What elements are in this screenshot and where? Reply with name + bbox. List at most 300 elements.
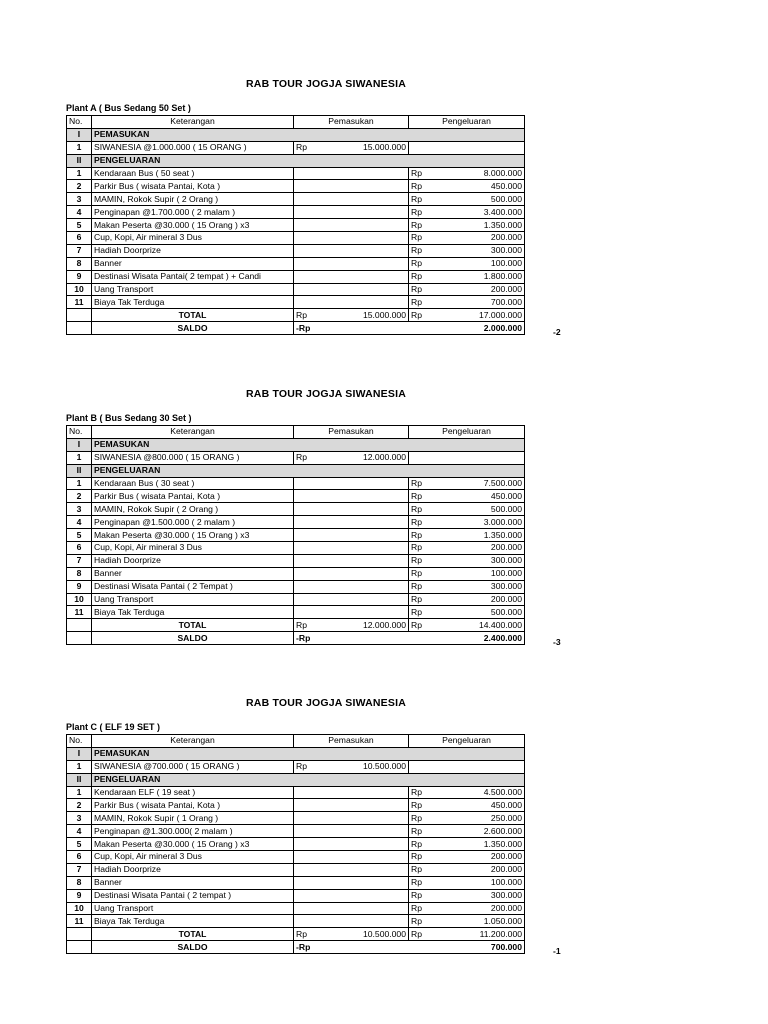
table-row <box>67 851 525 864</box>
empty-cell <box>294 889 352 902</box>
expense-amount: 1.350.000 <box>464 219 525 232</box>
header-keterangan: Keterangan <box>92 116 294 129</box>
difference-value: -1 <box>553 946 561 956</box>
row-number: 6 <box>67 851 92 864</box>
header-pemasukan: Pemasukan <box>294 426 409 439</box>
empty-cell <box>294 270 352 283</box>
row-number: 11 <box>67 296 92 309</box>
currency-label: Rp <box>409 167 464 180</box>
row-description: SIWANESIA @700.000 ( 15 ORANG ) <box>92 760 294 773</box>
table-row <box>67 889 525 902</box>
empty-cell <box>294 477 352 490</box>
difference-value: -2 <box>553 327 561 337</box>
section-title: RAB TOUR JOGJA SIWANESIA <box>246 697 406 709</box>
header-pemasukan: Pemasukan <box>294 735 409 748</box>
currency-label: Rp <box>409 296 464 309</box>
row-description: Makan Peserta @30.000 ( 15 Orang ) x3 <box>92 838 294 851</box>
header-pengeluaran: Pengeluaran <box>409 735 525 748</box>
income-amount: 12.000.000 <box>351 451 409 464</box>
empty-cell <box>409 760 464 773</box>
table-row <box>67 863 525 876</box>
empty-cell <box>351 863 409 876</box>
group-number: I <box>67 128 92 141</box>
rab-section <box>66 388 586 658</box>
row-number: 1 <box>67 451 92 464</box>
empty-cell <box>294 529 352 542</box>
row-description: Penginapan @1.700.000 ( 2 malam ) <box>92 206 294 219</box>
row-number: 4 <box>67 206 92 219</box>
currency-label: Rp <box>409 825 464 838</box>
empty-cell <box>351 503 409 516</box>
empty-cell <box>294 232 352 245</box>
empty-cell <box>67 928 92 941</box>
row-number: 11 <box>67 915 92 928</box>
table-row <box>67 593 525 606</box>
empty-cell <box>351 580 409 593</box>
header-no: No. <box>67 426 92 439</box>
empty-cell <box>351 799 409 812</box>
group-label: PEMASUKAN <box>92 128 525 141</box>
table-row <box>67 244 525 257</box>
rab-section <box>66 697 586 967</box>
currency-label: Rp <box>409 542 464 555</box>
table-row <box>67 799 525 812</box>
total-label: TOTAL <box>92 928 294 941</box>
row-description: Destinasi Wisata Pantai ( 2 Tempat ) <box>92 580 294 593</box>
table-row <box>67 812 525 825</box>
empty-cell <box>351 167 409 180</box>
empty-cell <box>294 838 352 851</box>
expense-amount: 450.000 <box>464 490 525 503</box>
income-amount: 15.000.000 <box>351 141 409 154</box>
total-expense: 14.400.000 <box>464 619 525 632</box>
table-row <box>67 876 525 889</box>
row-number: 5 <box>67 838 92 851</box>
row-description: Makan Peserta @30.000 ( 15 Orang ) x3 <box>92 219 294 232</box>
row-description: Cup, Kopi, Air mineral 3 Dus <box>92 542 294 555</box>
row-number: 7 <box>67 863 92 876</box>
group-row-pemasukan <box>67 128 525 141</box>
total-income: 12.000.000 <box>351 619 409 632</box>
table-row <box>67 283 525 296</box>
empty-cell <box>67 322 92 335</box>
row-number: 3 <box>67 193 92 206</box>
currency-label: Rp <box>294 619 352 632</box>
currency-label: Rp <box>409 270 464 283</box>
row-description: Destinasi Wisata Pantai ( 2 tempat ) <box>92 889 294 902</box>
currency-label: Rp <box>409 309 464 322</box>
group-label: PEMASUKAN <box>92 747 525 760</box>
total-row <box>67 928 525 941</box>
expense-amount: 1.350.000 <box>464 838 525 851</box>
row-description: SIWANESIA @1.000.000 ( 15 ORANG ) <box>92 141 294 154</box>
expense-amount: 200.000 <box>464 283 525 296</box>
expense-amount: 200.000 <box>464 593 525 606</box>
empty-cell <box>351 902 409 915</box>
row-number: 9 <box>67 580 92 593</box>
table-row <box>67 180 525 193</box>
currency-label: Rp <box>294 760 352 773</box>
expense-amount: 300.000 <box>464 554 525 567</box>
currency-label: Rp <box>409 529 464 542</box>
expense-amount: 500.000 <box>464 606 525 619</box>
expense-amount: 300.000 <box>464 889 525 902</box>
empty-cell <box>351 889 409 902</box>
empty-cell <box>67 941 92 954</box>
table-row <box>67 219 525 232</box>
row-number: 3 <box>67 812 92 825</box>
currency-label: Rp <box>409 619 464 632</box>
expense-amount: 2.600.000 <box>464 825 525 838</box>
currency-label: Rp <box>409 193 464 206</box>
currency-label: Rp <box>294 928 352 941</box>
empty-cell <box>351 257 409 270</box>
section-title: RAB TOUR JOGJA SIWANESIA <box>246 388 406 400</box>
difference-value: -3 <box>553 637 561 647</box>
row-number: 11 <box>67 606 92 619</box>
saldo-row <box>67 941 525 954</box>
table-row <box>67 786 525 799</box>
row-description: Penginapan @1.300.000( 2 malam ) <box>92 825 294 838</box>
empty-cell <box>67 619 92 632</box>
row-description: MAMIN, Rokok Supir ( 1 Orang ) <box>92 812 294 825</box>
empty-cell <box>294 567 352 580</box>
currency-label: Rp <box>409 503 464 516</box>
row-number: 1 <box>67 477 92 490</box>
saldo-currency: -Rp <box>294 632 464 645</box>
empty-cell <box>294 580 352 593</box>
row-number: 2 <box>67 180 92 193</box>
empty-cell <box>351 915 409 928</box>
group-label: PENGELUARAN <box>92 154 525 167</box>
currency-label: Rp <box>409 851 464 864</box>
expense-amount: 1.350.000 <box>464 529 525 542</box>
empty-cell <box>351 593 409 606</box>
expense-amount: 300.000 <box>464 244 525 257</box>
empty-cell <box>351 554 409 567</box>
empty-cell <box>294 915 352 928</box>
row-number: 8 <box>67 876 92 889</box>
rab-table <box>66 734 525 954</box>
group-label: PEMASUKAN <box>92 438 525 451</box>
expense-amount: 450.000 <box>464 180 525 193</box>
empty-cell <box>351 567 409 580</box>
table-row <box>67 902 525 915</box>
empty-cell <box>294 503 352 516</box>
empty-cell <box>294 812 352 825</box>
expense-amount: 200.000 <box>464 863 525 876</box>
row-number: 5 <box>67 529 92 542</box>
row-number: 9 <box>67 270 92 283</box>
row-description: Parkir Bus ( wisata Pantai, Kota ) <box>92 799 294 812</box>
table-row <box>67 451 525 464</box>
empty-cell <box>351 516 409 529</box>
row-number: 2 <box>67 799 92 812</box>
row-description: Uang Transport <box>92 593 294 606</box>
empty-cell <box>351 180 409 193</box>
rab-table <box>66 115 525 335</box>
row-description: Destinasi Wisata Pantai( 2 tempat ) + Candi <box>92 270 294 283</box>
row-number: 10 <box>67 902 92 915</box>
table-row <box>67 193 525 206</box>
row-description: Cup, Kopi, Air mineral 3 Dus <box>92 851 294 864</box>
table-row <box>67 167 525 180</box>
header-keterangan: Keterangan <box>92 426 294 439</box>
empty-cell <box>351 825 409 838</box>
currency-label: Rp <box>409 206 464 219</box>
row-number: 3 <box>67 503 92 516</box>
plant-label: Plant A ( Bus Sedang 50 Set ) <box>66 103 191 113</box>
row-number: 9 <box>67 889 92 902</box>
currency-label: Rp <box>409 554 464 567</box>
currency-label: Rp <box>409 799 464 812</box>
empty-cell <box>464 760 525 773</box>
row-number: 4 <box>67 825 92 838</box>
empty-cell <box>351 193 409 206</box>
row-description: Uang Transport <box>92 283 294 296</box>
currency-label: Rp <box>294 309 352 322</box>
table-row <box>67 915 525 928</box>
empty-cell <box>351 232 409 245</box>
empty-cell <box>409 141 464 154</box>
row-number: 1 <box>67 786 92 799</box>
currency-label: Rp <box>409 257 464 270</box>
saldo-currency: -Rp <box>294 941 464 954</box>
row-number: 8 <box>67 257 92 270</box>
expense-amount: 100.000 <box>464 567 525 580</box>
row-description: Kendaraan ELF ( 19 seat ) <box>92 786 294 799</box>
empty-cell <box>294 554 352 567</box>
total-income: 15.000.000 <box>351 309 409 322</box>
expense-amount: 7.500.000 <box>464 477 525 490</box>
currency-label: Rp <box>409 786 464 799</box>
saldo-amount: 700.000 <box>464 941 525 954</box>
empty-cell <box>351 270 409 283</box>
expense-amount: 500.000 <box>464 193 525 206</box>
row-number: 7 <box>67 244 92 257</box>
currency-label: Rp <box>409 477 464 490</box>
row-description: MAMIN, Rokok Supir ( 2 Orang ) <box>92 193 294 206</box>
plant-label: Plant C ( ELF 19 SET ) <box>66 722 161 732</box>
currency-label: Rp <box>409 606 464 619</box>
empty-cell <box>464 451 525 464</box>
group-number: II <box>67 154 92 167</box>
currency-label: Rp <box>409 876 464 889</box>
empty-cell <box>294 167 352 180</box>
group-number: I <box>67 747 92 760</box>
expense-amount: 200.000 <box>464 232 525 245</box>
header-pemasukan: Pemasukan <box>294 116 409 129</box>
empty-cell <box>351 606 409 619</box>
table-row <box>67 296 525 309</box>
currency-label: Rp <box>409 863 464 876</box>
expense-amount: 300.000 <box>464 580 525 593</box>
empty-cell <box>294 516 352 529</box>
empty-cell <box>294 876 352 889</box>
currency-label: Rp <box>409 889 464 902</box>
currency-label: Rp <box>409 593 464 606</box>
empty-cell <box>351 838 409 851</box>
expense-amount: 1.800.000 <box>464 270 525 283</box>
empty-cell <box>351 876 409 889</box>
table-row <box>67 232 525 245</box>
table-row <box>67 580 525 593</box>
empty-cell <box>294 257 352 270</box>
row-number: 6 <box>67 542 92 555</box>
group-row-pemasukan <box>67 438 525 451</box>
table-row <box>67 529 525 542</box>
currency-label: Rp <box>409 490 464 503</box>
empty-cell <box>351 812 409 825</box>
row-description: Biaya Tak Terduga <box>92 915 294 928</box>
row-number: 8 <box>67 567 92 580</box>
expense-amount: 500.000 <box>464 503 525 516</box>
table-row <box>67 567 525 580</box>
group-number: II <box>67 773 92 786</box>
currency-label: Rp <box>409 180 464 193</box>
currency-label: Rp <box>409 838 464 851</box>
table-row <box>67 554 525 567</box>
expense-amount: 200.000 <box>464 542 525 555</box>
expense-amount: 100.000 <box>464 257 525 270</box>
row-description: Parkir Bus ( wisata Pantai, Kota ) <box>92 180 294 193</box>
group-label: PENGELUARAN <box>92 773 525 786</box>
row-description: Hadiah Doorprize <box>92 554 294 567</box>
empty-cell <box>294 206 352 219</box>
group-row-pemasukan <box>67 747 525 760</box>
row-number: 7 <box>67 554 92 567</box>
row-description: Hadiah Doorprize <box>92 863 294 876</box>
empty-cell <box>351 296 409 309</box>
currency-label: Rp <box>409 567 464 580</box>
expense-amount: 1.050.000 <box>464 915 525 928</box>
currency-label: Rp <box>294 141 352 154</box>
row-description: Banner <box>92 876 294 889</box>
group-number: II <box>67 464 92 477</box>
row-number: 1 <box>67 141 92 154</box>
empty-cell <box>294 193 352 206</box>
header-pengeluaran: Pengeluaran <box>409 116 525 129</box>
rab-section <box>66 78 586 348</box>
table-row <box>67 477 525 490</box>
row-number: 10 <box>67 593 92 606</box>
empty-cell <box>351 283 409 296</box>
table-row <box>67 516 525 529</box>
empty-cell <box>67 632 92 645</box>
row-description: Biaya Tak Terduga <box>92 606 294 619</box>
rab-table <box>66 425 525 645</box>
total-expense: 11.200.000 <box>464 928 525 941</box>
expense-amount: 100.000 <box>464 876 525 889</box>
empty-cell <box>67 309 92 322</box>
row-number: 1 <box>67 760 92 773</box>
table-header <box>67 735 525 748</box>
empty-cell <box>294 244 352 257</box>
currency-label: Rp <box>409 232 464 245</box>
row-number: 10 <box>67 283 92 296</box>
currency-label: Rp <box>409 283 464 296</box>
row-number: 6 <box>67 232 92 245</box>
total-label: TOTAL <box>92 309 294 322</box>
row-number: 1 <box>67 167 92 180</box>
expense-amount: 250.000 <box>464 812 525 825</box>
total-expense: 17.000.000 <box>464 309 525 322</box>
row-number: 5 <box>67 219 92 232</box>
currency-label: Rp <box>409 580 464 593</box>
empty-cell <box>351 529 409 542</box>
empty-cell <box>294 825 352 838</box>
saldo-currency: -Rp <box>294 322 464 335</box>
group-row-pengeluaran <box>67 773 525 786</box>
row-description: Banner <box>92 567 294 580</box>
group-row-pengeluaran <box>67 154 525 167</box>
empty-cell <box>351 490 409 503</box>
total-row <box>67 619 525 632</box>
total-row <box>67 309 525 322</box>
table-row <box>67 838 525 851</box>
table-row <box>67 503 525 516</box>
empty-cell <box>294 542 352 555</box>
table-row <box>67 270 525 283</box>
table-row <box>67 490 525 503</box>
table-row <box>67 825 525 838</box>
empty-cell <box>294 283 352 296</box>
currency-label: Rp <box>409 928 464 941</box>
table-row <box>67 206 525 219</box>
currency-label: Rp <box>409 902 464 915</box>
saldo-amount: 2.400.000 <box>464 632 525 645</box>
empty-cell <box>351 219 409 232</box>
empty-cell <box>294 863 352 876</box>
row-description: Uang Transport <box>92 902 294 915</box>
empty-cell <box>351 542 409 555</box>
row-description: MAMIN, Rokok Supir ( 2 Orang ) <box>92 503 294 516</box>
currency-label: Rp <box>294 451 352 464</box>
expense-amount: 200.000 <box>464 902 525 915</box>
empty-cell <box>351 244 409 257</box>
saldo-label: SALDO <box>92 322 294 335</box>
row-description: Penginapan @1.500.000 ( 2 malam ) <box>92 516 294 529</box>
currency-label: Rp <box>409 219 464 232</box>
empty-cell <box>351 206 409 219</box>
table-row <box>67 141 525 154</box>
table-header <box>67 426 525 439</box>
expense-amount: 4.500.000 <box>464 786 525 799</box>
empty-cell <box>294 490 352 503</box>
currency-label: Rp <box>409 812 464 825</box>
empty-cell <box>294 902 352 915</box>
empty-cell <box>464 141 525 154</box>
table-header <box>67 116 525 129</box>
expense-amount: 200.000 <box>464 851 525 864</box>
saldo-label: SALDO <box>92 632 294 645</box>
empty-cell <box>409 451 464 464</box>
row-description: Parkir Bus ( wisata Pantai, Kota ) <box>92 490 294 503</box>
empty-cell <box>351 477 409 490</box>
row-description: Banner <box>92 257 294 270</box>
row-description: Cup, Kopi, Air mineral 3 Dus <box>92 232 294 245</box>
header-no: No. <box>67 116 92 129</box>
saldo-row <box>67 632 525 645</box>
row-number: 2 <box>67 490 92 503</box>
empty-cell <box>351 786 409 799</box>
row-description: Hadiah Doorprize <box>92 244 294 257</box>
row-description: Kendaraan Bus ( 50 seat ) <box>92 167 294 180</box>
saldo-amount: 2.000.000 <box>464 322 525 335</box>
currency-label: Rp <box>409 516 464 529</box>
row-description: Kendaraan Bus ( 30 seat ) <box>92 477 294 490</box>
group-number: I <box>67 438 92 451</box>
